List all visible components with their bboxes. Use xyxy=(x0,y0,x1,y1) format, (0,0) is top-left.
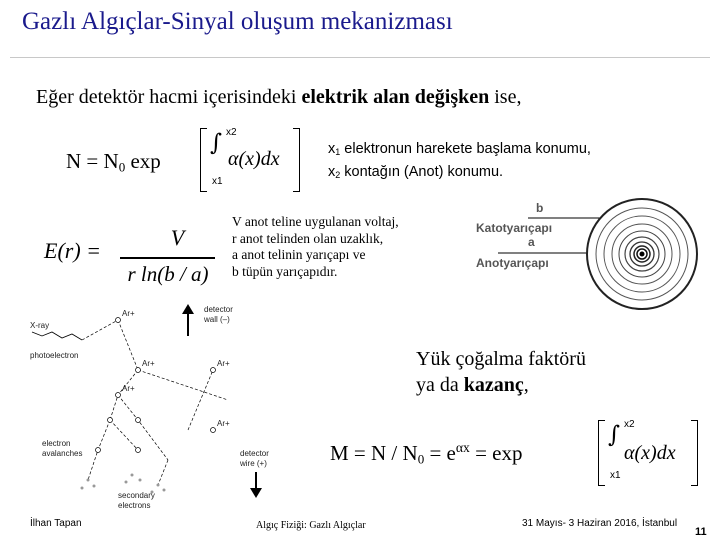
m-integral-sign: ∫ xyxy=(608,422,620,448)
secondary-label-2: electrons xyxy=(118,501,151,510)
a-label: a xyxy=(528,235,535,249)
m-lower-limit: x1 xyxy=(610,470,621,481)
m-sup: αx xyxy=(455,440,470,455)
x1-var: x xyxy=(328,141,336,157)
field-lhs: E(r) = xyxy=(44,238,101,263)
gain-line2 xyxy=(416,372,586,398)
b-label: b xyxy=(536,201,544,215)
gain-line2-before: ya da xyxy=(416,374,464,396)
avalanches-label-1: electron xyxy=(42,439,71,448)
field-denominator: r ln(b / a) xyxy=(127,262,209,286)
gain-line1: Yük çoğalma faktörü xyxy=(416,348,586,370)
field-numerator: V xyxy=(170,225,185,250)
footer-date: 31 Mayıs- 3 Haziran 2016, İstanbul xyxy=(522,518,678,529)
gain-line2-bold: kazanç xyxy=(463,374,524,396)
x1-sub: 1 xyxy=(335,147,341,158)
wire-label-1: detector xyxy=(240,449,269,458)
title-rest: -Sinyal oluşum mekanizması xyxy=(162,8,453,35)
n-sub0: 0 xyxy=(118,159,126,175)
anot-label: Anotyarıçapı xyxy=(476,256,549,270)
field-note-b: b tüpün yarıçapıdır. xyxy=(232,263,338,279)
avalanches-label-2: avalanches xyxy=(42,449,83,458)
secondary-label-1: secondary xyxy=(118,491,155,500)
wall-label-2: wall (–) xyxy=(204,315,230,324)
ion-label-1: Ar+ xyxy=(122,309,135,318)
n-lhs: N = N xyxy=(66,149,119,173)
avalanche-diagram xyxy=(28,300,298,520)
intro-text xyxy=(36,86,521,109)
field-note-a: a anot telinin yarıçapı ve xyxy=(232,247,366,262)
n-formula-lhs xyxy=(66,149,161,175)
ion-label-4: Ar+ xyxy=(217,359,230,368)
electron-tracks xyxy=(82,320,228,485)
x2-note xyxy=(328,163,503,185)
title-main: Gazlı Algıçlar xyxy=(22,8,163,35)
x2-sub: 2 xyxy=(335,170,341,181)
slide-title xyxy=(22,8,453,36)
x1-note xyxy=(328,140,591,162)
ion-label-5: Ar+ xyxy=(217,419,230,428)
m-eq: = e xyxy=(424,441,456,465)
n-lower-limit: x1 xyxy=(212,176,223,187)
footer-author: İlhan Tapan xyxy=(30,518,82,529)
fraction-bar xyxy=(120,257,215,259)
field-circles xyxy=(587,199,697,309)
m-upper-limit: x2 xyxy=(624,419,635,430)
title-divider xyxy=(10,57,710,58)
n-upper-limit: x2 xyxy=(226,127,237,138)
footer-course: Algıç Fiziği: Gazlı Algıçlar xyxy=(256,520,366,531)
xray-wave xyxy=(32,332,82,340)
n-exp: exp xyxy=(125,149,161,173)
tube-cross-section xyxy=(470,196,710,316)
field-notes xyxy=(232,214,399,280)
intro-before: Eğer detektör hacmi içerisindeki xyxy=(36,86,302,108)
intro-bold: elektrik alan değişken xyxy=(301,86,490,108)
ion-markers xyxy=(96,318,216,453)
field-note-r: r anot telinden olan uzaklık, xyxy=(232,230,384,246)
ion-label-2: Ar+ xyxy=(142,359,155,368)
m-integral-box xyxy=(598,420,698,484)
wall-label-1: detector xyxy=(204,305,233,314)
intro-after: ise, xyxy=(489,86,522,108)
x2-text: kontağın (Anot) konumu. xyxy=(340,164,504,180)
x1-text: elektronun harekete başlama konumu, xyxy=(340,141,591,157)
m-exp: = exp xyxy=(469,441,523,465)
ion-label-3: Ar+ xyxy=(122,384,135,393)
gain-line2-after: , xyxy=(523,374,529,396)
m-formula xyxy=(330,440,523,467)
integral-sign: ∫ xyxy=(210,130,222,156)
katot-label: Katotyarıçapı xyxy=(476,221,553,235)
xray-label: X-ray xyxy=(30,321,50,330)
photoelectron-label: photoelectron xyxy=(30,351,79,360)
n-integrand: α(x)dx xyxy=(228,148,280,170)
m-sub0: 0 xyxy=(417,451,425,467)
n-integral-box xyxy=(200,128,300,190)
x2-var: x xyxy=(328,164,336,180)
page-number: 11 xyxy=(695,526,707,538)
gain-text xyxy=(416,346,586,398)
field-note-v: V anot teline uygulanan voltaj, xyxy=(232,214,399,229)
m-text: M = N / N xyxy=(330,441,418,465)
detector-wire-arrow xyxy=(250,472,262,498)
detector-wall-arrow xyxy=(182,304,194,336)
wire-label-2: wire (+) xyxy=(240,459,267,468)
m-integrand: α(x)dx xyxy=(624,442,676,464)
